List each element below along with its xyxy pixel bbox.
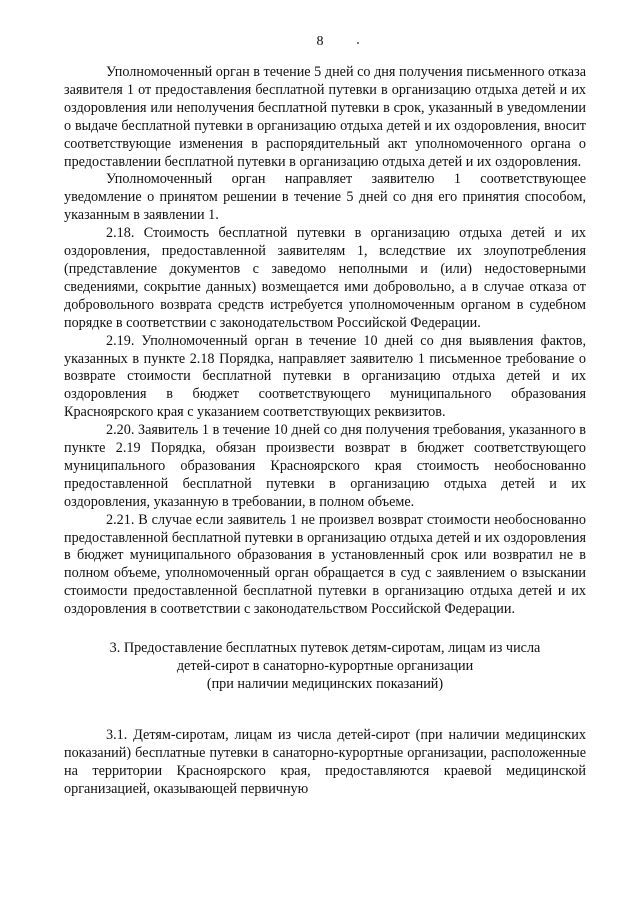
section-3-heading [84, 639, 566, 693]
section-heading-line-2: детей-сирот в санаторно-курортные организации [176, 658, 474, 675]
paragraph-notification: Уполномоченный орган направляет заявителю 1 соответствующее уведомление о принятом решении в течение 5 дней со дня его принятия способом, указанным в заявлении 1. [64, 171, 586, 224]
paragraph-2-21: 2.21. В случае если заявитель 1 не произвел возврат стоимости необоснованно предоставленной бесплатной путевки в организацию отдыха детей и их оздоровления в бюджет муниципального образования в установленный срок или возвратил не в полном объеме, уполномоченный орган обращается в суд с заявлением о взыскании стоимости предоставленной бесплатной путевки в организацию отдыха детей и их оздоровления в соответствии с законодательством Российской Федерации. [64, 511, 586, 618]
section-heading-line-3: (при наличии медицинских показаний) [206, 676, 444, 693]
paragraph-2-20: 2.20. Заявитель 1 в течение 10 дней со дня получения требования, указанного в пункте 2.19 Порядка, обязан произвести возврат в бюджет соответствующего муниципального образования Красноярского края стоимость необоснованно предоставленной бесплатной путевки в организацию отдыха детей и их оздоровления, указанную в требовании, в полном объеме. [64, 422, 586, 510]
paragraph-3-1: 3.1. Детям-сиротам, лицам из числа детей-сирот (при наличии медицинских показаний) бесплатные путевки в санаторно-курортные организации, расположенные на территории Красноярского края, предоставляются краевой медицинской организацией, оказывающей первичную [64, 727, 586, 797]
document-body [64, 64, 586, 799]
scan-speck [357, 42, 359, 44]
page-number: 8 [316, 34, 324, 49]
paragraph-2-19: 2.19. Уполномоченный орган в течение 10 дней со дня выявления фактов, указанных в пункте 2.18 Порядка, направляет заявителю 1 письменное требование о возврате стоимости бесплатной путевки в организацию отдыха детей и их оздоровления в бюджет соответствующего муниципального образования Красноярского края с указанием соответствующих реквизитов. [64, 332, 586, 421]
section-heading-line-1: 3. Предоставление бесплатных путевок детям-сиротам, лицам из числа [109, 640, 541, 657]
paragraph-2-18: 2.18. Стоимость бесплатной путевки в организацию отдыха детей и их оздоровления, предоставленной заявителям 1, вследствие их злоупотребления (представление документов с заведомо неполными и (или) недостоверными сведениями, сокрытие данных) возмещается ими добровольно, а в случае отказа от добровольного возврата средств истребуется уполномоченным органом в судебном порядке в соответствии с законодательством Российской Федерации. [64, 225, 586, 331]
paragraph-refusal-changes: Уполномоченный орган в течение 5 дней со дня получения письменного отказа заявителя 1 от предоставления бесплатной путевки в организацию отдыха детей и их оздоровления или неполучения бесплатной путевки в срок, указанный в уведомлении о выдаче бесплатной путевки в организацию отдыха детей и их оздоровления, вносит соответствующие изменения в распорядительный акт уполномоченного органа о предоставлении бесплатной путевки в организацию отдыха детей и их оздоровления. [64, 64, 586, 170]
